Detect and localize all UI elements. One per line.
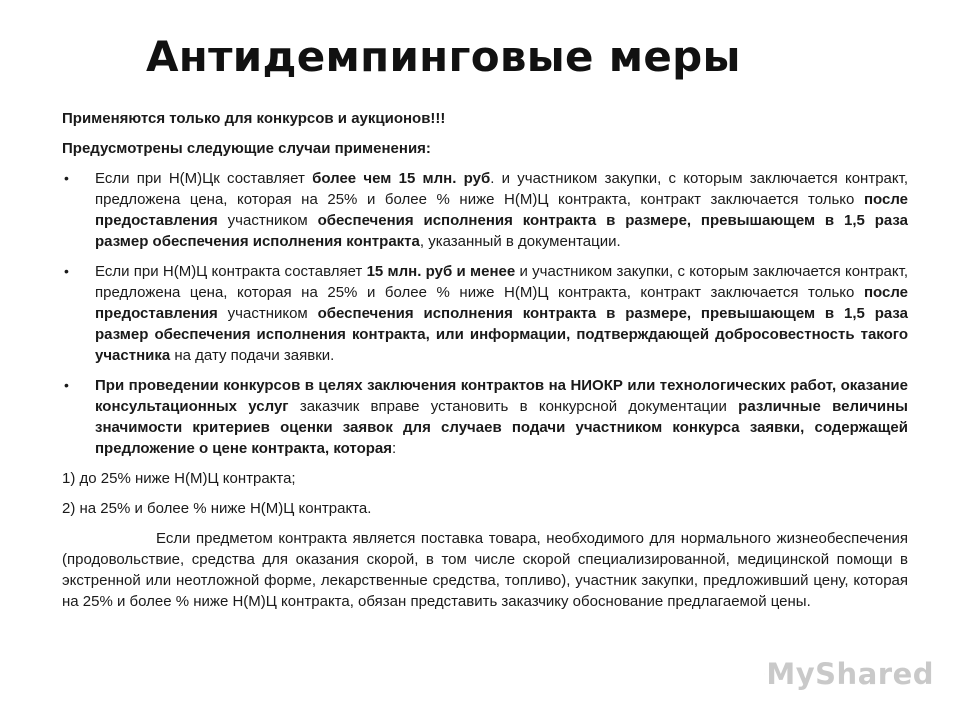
text-segment: на дату подачи заявки. [170,347,335,364]
slide-content [62,108,908,612]
final-paragraph: Если предметом контракта является поставка товара, необходимого для нормального жизнеобеспечения (продовольствие, средства для оказания скорой, в том числе скорой специализированной, медицинской помощи в экстренной или неотложной форме, лекарственные средства, топливо), участник закупки, предложивший цену, которая на 25% и более % ниже Н(М)Ц контракта, обязан представить заказчику обоснование предлагаемой цены. [62,530,908,610]
text-segment: Если при Н(М)Цк составляет [95,170,313,187]
text-segment: участником [217,305,318,322]
bullet-item-3 [62,375,908,459]
text-segment: Если при Н(М)Ц контракта составляет [95,263,367,280]
bullet-list [62,168,908,459]
text-segment: участником [217,212,318,229]
bold-text-segment: более чем 15 млн. руб [312,170,491,187]
bold-text-segment: после предоставления [95,191,908,229]
myshared-watermark [764,656,934,692]
watermark-text: MyShared [766,657,934,691]
text-segment: и участником закупки, с которым заключается контракт, предложена цена, которая на 25% и более % ниже Н(М)Ц контракта, контракт заключается только [95,263,908,301]
lead-line-2: Предусмотрены следующие случаи применения: [62,140,431,157]
text-segment: . и участником закупки, с которым заключается контракт, предложена цена, которая на 25% и более % ниже Н(М)Ц контракта, контракт заключается только [95,170,908,208]
bold-text-segment: обеспечения исполнения контракта в размере, превышающем в 1,5 раза размер обеспечения исполнения контракта [95,212,908,250]
bullet-item-2 [62,261,908,366]
text-segment: заказчик вправе установить в конкурсной документации [288,398,739,415]
bold-text-segment: При проведении конкурсов в целях заключения контрактов на НИОКР или технологических работ, оказание консультационных услуг [95,377,908,415]
bold-text-segment: после предоставления [95,284,908,322]
lead-line-1: Применяются только для конкурсов и аукционов!!! [62,110,446,127]
bullet-dot: • [64,377,69,393]
numbered-item-2: 2) на 25% и более % ниже Н(М)Ц контракта. [62,500,372,517]
bullet-item-1 [62,168,908,252]
bullet-dot: • [64,170,69,186]
numbered-item-1: 1) до 25% ниже Н(М)Ц контракта; [62,470,296,487]
text-segment: : [392,440,397,457]
bold-text-segment: различные величины значимости критериев оценки заявок для случаев подачи участником конкурса заявки, содержащей предложение о цене контракта, которая [95,398,908,457]
slide-title: Антидемпинговые меры [146,32,741,81]
text-segment: , указанный в документации. [419,233,621,250]
bold-text-segment: 15 млн. руб и менее [366,263,516,280]
bullet-dot: • [64,263,69,279]
bold-text-segment: обеспечения исполнения контракта в размере, превышающем в 1,5 раза размер обеспечения исполнения контракта, или информации, подтверждающей добросовестность такого участника [95,305,908,364]
